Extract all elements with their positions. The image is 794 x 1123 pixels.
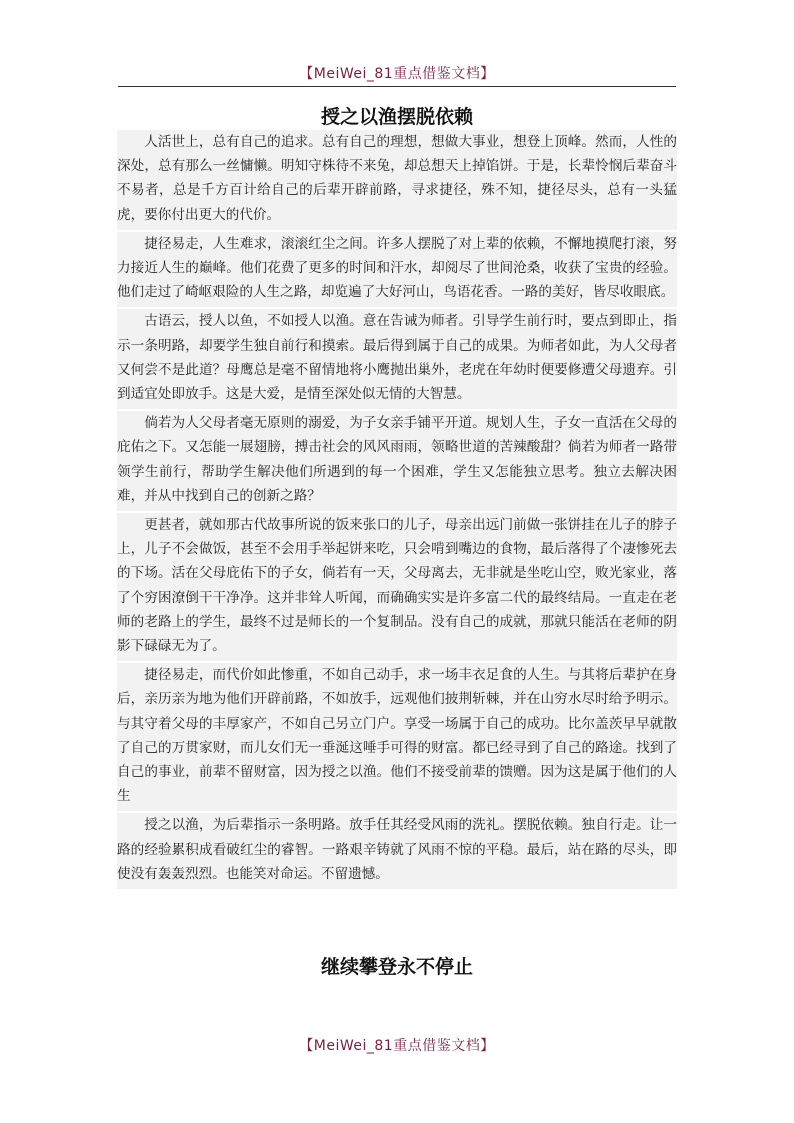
article-body [117,130,677,891]
paragraph-7: 授之以渔，为后辈指示一条明路。放手任其经受风雨的洗礼。摆脱依赖。独自行走。让一路的经验累积成看破红尘的睿智。一路艰辛铸就了风雨不惊的平稳。最后，站在路的尽头，即使没有轰轰烈烈。也能笑对命运。不留遗憾。 [117,813,677,889]
paragraph-6: 捷径易走，而代价如此惨重，不如自己动手，求一场丰衣足食的人生。与其将后辈护在身后，亲历亲为地为他们开辟前路，不如放手，远观他们披荆斩棘，并在山穷水尽时给予明示。与其守着父母的丰厚家产，不如自己另立门户。享受一场属于自己的成功。比尔盖茨早早就散了自己的万贯家财，而儿女们无一垂涎这唾手可得的财富。都已经寻到了自己的路途。找到了自己的事业，前辈不留财富，因为授之以渔。他们不接受前辈的馈赠。因为这是属于他们的人生 [117,663,677,811]
header-divider [118,86,676,87]
section-subtitle: 继续攀登永不停止 [320,956,473,978]
paragraph-2: 捷径易走，人生难求，滚滚红尘之间。许多人摆脱了对上辈的依赖，不懈地摸爬打滚，努力接近人生的巅峰。他们花费了更多的时间和汗水，却阅尽了世间沧桑，收获了宝贵的经验。他们走过了崎岖艰险的人生之路，却览遍了大好河山，鸟语花香。一路的美好，皆尽收眼底。 [117,232,677,308]
document-footer: 【MeiWei_81重点借鉴文档】 [299,1038,495,1054]
paragraph-1: 人活世上，总有自己的追求。总有自己的理想，想做大事业，想登上顶峰。然而，人性的深处，总有那么一丝慵懒。明知守株待不来兔，却总想天上掉馅饼。于是，长辈怜悯后辈奋斗不易者，总是千方百计给自己的后辈开辟前路，寻求捷径，殊不知，捷径尽头，总有一头猛虎，要你付出更大的代价。 [117,130,677,230]
document-header: 【MeiWei_81重点借鉴文档】 [299,66,495,82]
article-title: 授之以渔摆脱依赖 [320,106,473,128]
paragraph-5: 更甚者，就如那古代故事所说的饭来张口的儿子，母亲出远门前做一张饼挂在儿子的脖子上，儿子不会做饭，甚至不会用手举起饼来吃，只会啃到嘴边的食物，最后落得了个凄惨死去的下场。活在父母庇佑下的子女，倘若有一天，父母离去，无非就是坐吃山空，败光家业，落了个穷困潦倒干干净净。这并非耸人听闻，而确确实实是许多富二代的最终结局。一直走在老师的老路上的学生，最终不过是师长的一个复制品。没有自己的成就，那就只能活在老师的阴影下碌碌无为了。 [117,513,677,661]
paragraph-3: 古语云，授人以鱼，不如授人以渔。意在告诫为师者。引导学生前行时，要点到即止，指示一条明路，却要学生独自前行和摸索。最后得到属于自己的成果。为师者如此，为人父母者又何尝不是此道？母鹰总是毫不留情地将小鹰抛出巢外，老虎在年幼时便要修遭父母遗弃。引到适宜处即放手。这是大爱，是情至深处似无情的大智慧。 [117,309,677,409]
paragraph-4: 倘若为人父母者毫无原则的溺爱，为子女亲手铺平开道。规划人生，子女一直活在父母的庇佑之下。又怎能一展翅膀，搏击社会的风风雨雨，领略世道的苦辣酸甜？倘若为师者一路带领学生前行，帮助学生解决他们所遇到的每一个困难，学生又怎能独立思考。独立去解决困难，并从中找到自己的创新之路？ [117,411,677,511]
